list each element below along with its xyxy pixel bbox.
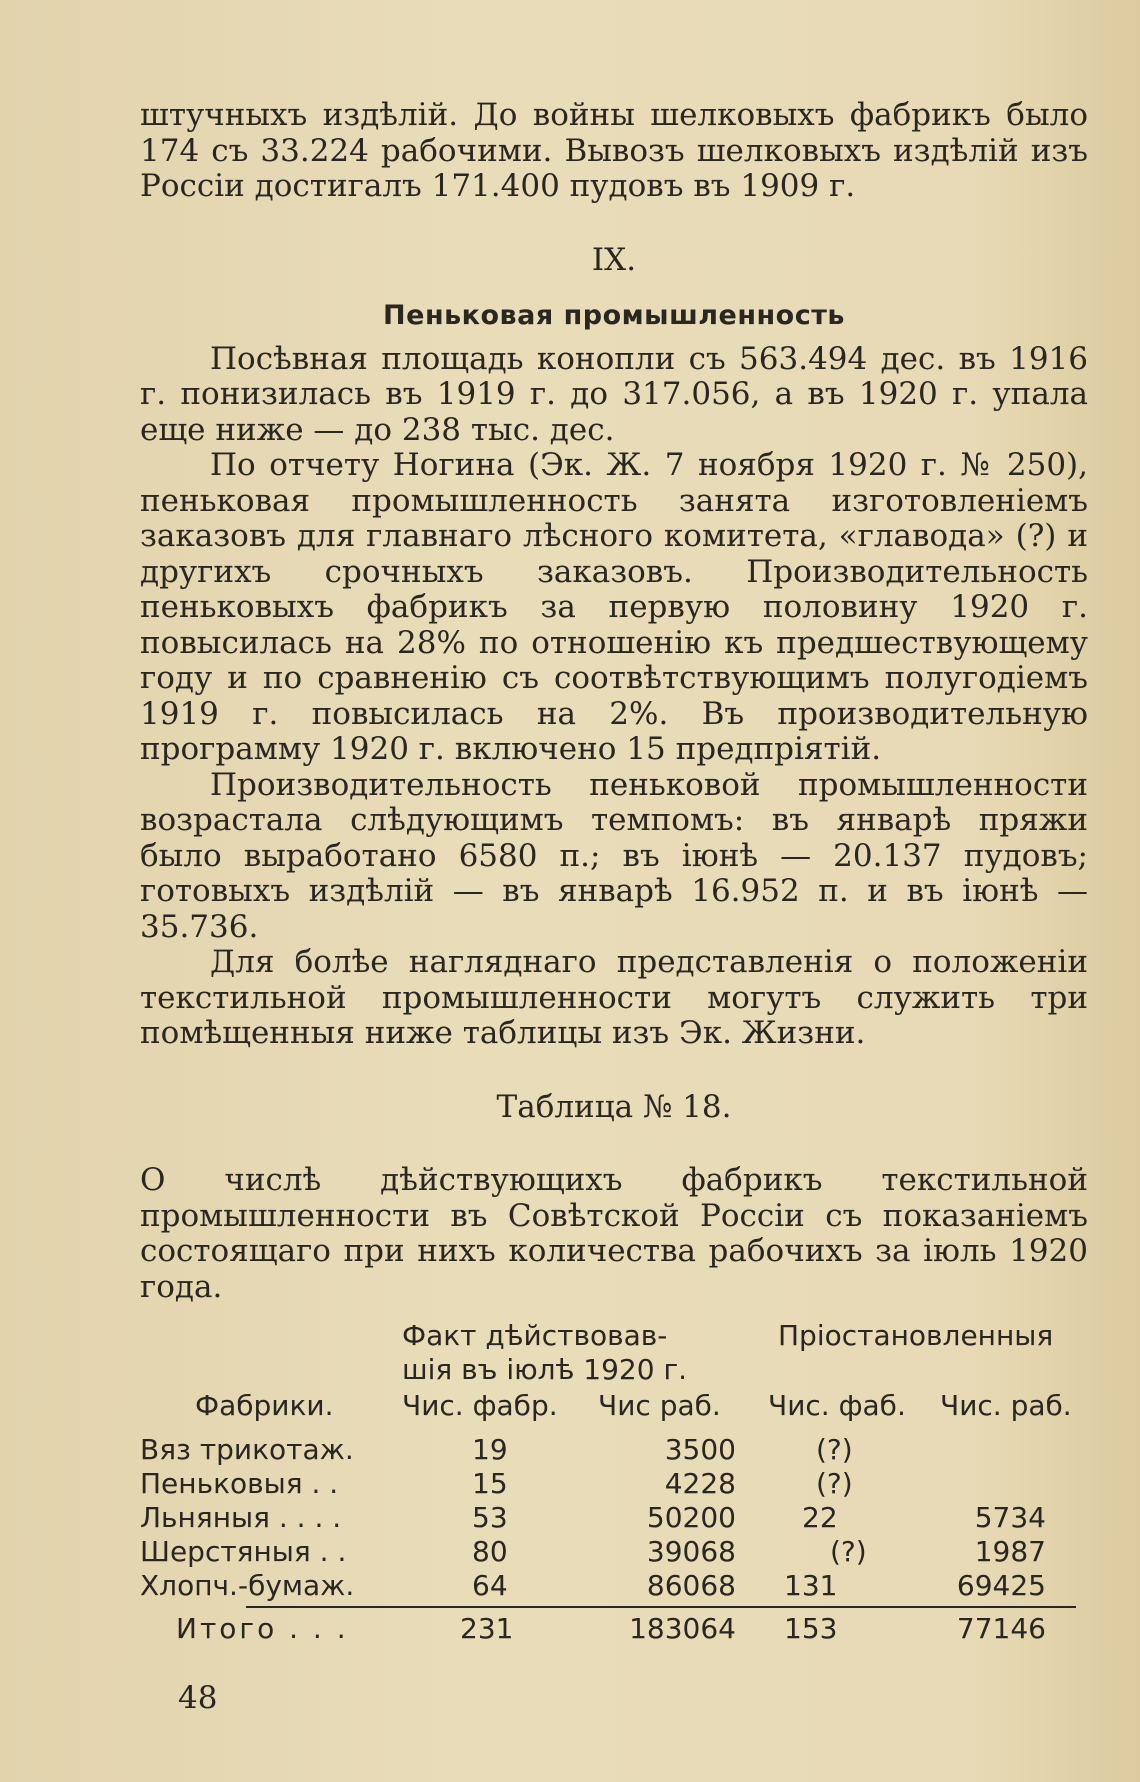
- row-active-workers: 3500: [664, 1433, 736, 1466]
- section-title: Пеньковая промышленность: [383, 300, 845, 331]
- group-header-suspended: Пріостановленныя: [778, 1319, 1054, 1352]
- row-active-factories: 64: [472, 1569, 508, 1602]
- paragraph: По отчету Ногина (Эк. Ж. 7 ноября 1920 г. № 250), пеньковая промышленность занята изготовленіемъ заказовъ для главнаго лѣсного комитета, «главода» (?) и другихъ срочныхъ заказовъ. Производительность пеньковыхъ фабрикъ за первую половину 1920 г. повысилась на 28% по отношенію къ предшествующему году и по сравненію съ соотвѣтствующимъ полугодіемъ 1919 г. повысилась на 2%. Въ производительную программу 1920 г. включено 15 предпріятій.: [140, 447, 1088, 767]
- row-name: Вяз трикотаж.: [140, 1433, 354, 1466]
- column-header-active-workers: Чис раб.: [598, 1389, 721, 1422]
- paragraph-continued: штучныхъ издѣлій. До войны шелковыхъ фабрикъ было 174 съ 33.224 рабочими. Вывозъ шелковыхъ издѣлій изъ Россіи достигалъ 171.400 пудовъ въ 1909 г.: [140, 97, 1088, 204]
- row-suspended-workers: 1987: [974, 1535, 1046, 1568]
- row-suspended-factories: (?): [816, 1467, 853, 1500]
- row-active-factories: 19: [472, 1433, 508, 1466]
- group-header-active: Факт дѣйствовав-: [402, 1319, 668, 1352]
- total-active-factories: 231: [460, 1612, 514, 1645]
- column-header-factories: Фабрики.: [195, 1389, 334, 1422]
- page-content: [140, 98, 1088, 1659]
- row-suspended-factories: 131: [784, 1569, 838, 1602]
- table-label: Таблица № 18.: [496, 1088, 732, 1125]
- row-active-workers: 4228: [664, 1467, 736, 1500]
- row-suspended-workers: 69425: [956, 1569, 1046, 1602]
- row-suspended-workers: 5734: [974, 1501, 1046, 1534]
- row-name: Хлопч.-бумаж.: [140, 1569, 355, 1602]
- page-number: 48: [178, 1680, 218, 1716]
- row-active-workers: 39068: [646, 1535, 736, 1568]
- row-name: Шерстяныя . .: [140, 1535, 347, 1568]
- row-name: Льняныя . . . .: [140, 1501, 342, 1534]
- column-header-suspended-workers: Чис. раб.: [940, 1389, 1072, 1422]
- total-active-workers: 183064: [629, 1612, 736, 1645]
- row-suspended-factories: 22: [802, 1501, 838, 1534]
- total-label: Итого . . .: [176, 1612, 349, 1645]
- row-active-workers: 50200: [646, 1501, 736, 1534]
- row-suspended-factories: (?): [816, 1433, 853, 1466]
- group-header-active-2: шія въ іюлѣ 1920 г.: [402, 1353, 688, 1386]
- row-suspended-factories: (?): [830, 1535, 867, 1568]
- paragraph: Производительность пеньковой промышленности возрастала слѣдующимъ темпомъ: въ январѣ пряжи было выработано 6580 п.; въ іюнѣ — 20.137 пудовъ; готовыхъ издѣлій — въ январѣ 16.952 п. и въ іюнѣ — 35.736.: [140, 766, 1088, 945]
- total-rule: [246, 1606, 1076, 1608]
- row-name: Пеньковыя . .: [140, 1467, 339, 1500]
- row-active-factories: 80: [472, 1535, 508, 1568]
- paragraph: Посѣвная площадь конопли съ 563.494 дес. въ 1916 г. понизилась въ 1919 г. до 317.056, а въ 1920 г. упала еще ниже — до 238 тыс. дес.: [140, 340, 1088, 448]
- row-active-factories: 53: [472, 1501, 508, 1534]
- row-active-factories: 15: [472, 1467, 508, 1500]
- paragraph: Для болѣе нагляднаго представленія о положеніи текстильной промышленности могутъ служить три помѣщенныя ниже таблицы изъ Эк. Жизни.: [140, 944, 1088, 1051]
- section-number: IX.: [591, 241, 637, 278]
- total-suspended-workers: 77146: [956, 1612, 1046, 1645]
- table-caption: О числѣ дѣйствующихъ фабрикъ текстильной промышленности въ Совѣтской Россіи съ показаніемъ состоящаго при нихъ количества рабочихъ за іюль 1920 года.: [140, 1162, 1088, 1305]
- total-suspended-factories: 153: [784, 1612, 838, 1645]
- row-active-workers: 86068: [646, 1569, 736, 1602]
- column-header-active-factories: Чис. фабр.: [402, 1389, 558, 1422]
- column-header-suspended-factories: Чис. фаб.: [768, 1389, 906, 1422]
- factories-table: [140, 1319, 1088, 1659]
